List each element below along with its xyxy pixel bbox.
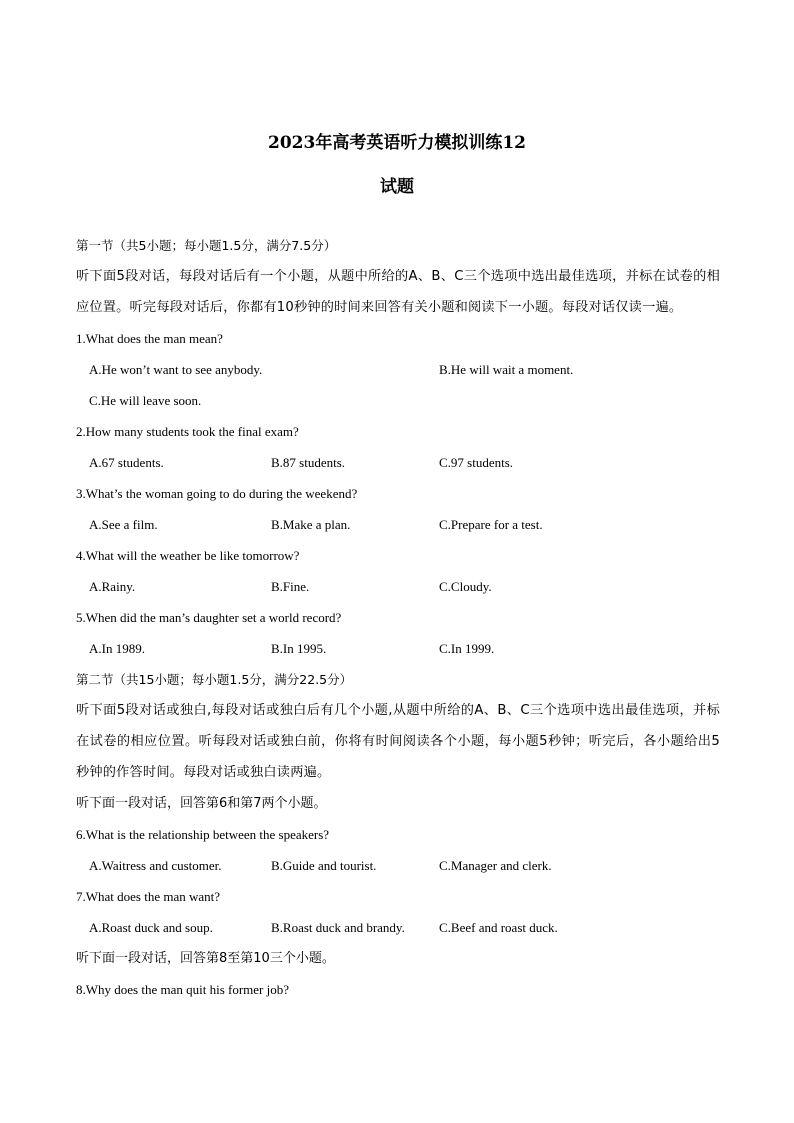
question-7-options (76, 918, 720, 949)
question-7-option-a: A.Roast duck and soup. (89, 920, 213, 935)
question-2-option-b: B.87 students. (271, 455, 346, 470)
question-2-options (76, 453, 720, 484)
question-6-option-c: C.Manager and clerk. (439, 858, 552, 873)
section-2-heading: 第二节（共15小题；每小题1.5分，满分22.5分） (76, 672, 353, 687)
question-6: 6.What is the relationship between the speakers? (76, 827, 330, 842)
question-4-option-a: A.Rainy. (89, 579, 136, 594)
question-7-option-c: C.Beef and roast duck. (439, 920, 558, 935)
question-2-option-a: A.67 students. (89, 455, 164, 470)
question-5-options (76, 639, 720, 670)
question-7: 7.What does the man want? (76, 889, 221, 904)
question-1-options-row2 (76, 391, 720, 422)
question-3-option-c: C.Prepare for a test. (439, 517, 543, 532)
question-1-option-a: A.He won’t want to see anybody. (89, 362, 263, 377)
page-subtitle: 试题 (380, 177, 414, 197)
exam-content (76, 236, 720, 1011)
section-2-instructions: 听下面5段对话或独白,每段对话或独白后有几个小题,从题中所给的A、B、C三个选项中选出最佳选项，并标在试卷的相应位置。听每段对话或独白前，你将有时间阅读各个小题，每小题5秒钟；听完后，各小题给出5秒钟的作答时间。每段对话或独白读两遍。 (76, 703, 720, 780)
question-7-option-b: B.Roast duck and brandy. (271, 920, 405, 935)
question-3-option-a: A.See a film. (89, 517, 158, 532)
section-1-instructions: 听下面5段对话，每段对话后有一个小题，从题中所给的A、B、C三个选项中选出最佳选项，并标在试卷的相应位置。听完每段对话后，你都有10秒钟的时间来回答有关小题和阅读下一小题。每段对话仅读一遍。 (76, 269, 720, 315)
question-1-options (76, 360, 720, 391)
question-4: 4.What will the weather be like tomorrow? (76, 548, 300, 563)
question-2: 2.How many students took the final exam? (76, 424, 299, 439)
question-3-options (76, 515, 720, 546)
question-2-option-c: C.97 students. (439, 455, 514, 470)
question-5: 5.When did the man’s daughter set a world record? (76, 610, 342, 625)
group-1-instruction: 听下面一段对话，回答第6和第7两个小题。 (76, 796, 327, 811)
question-5-option-a: A.In 1989. (89, 641, 145, 656)
question-1-option-c: C.He will leave soon. (89, 393, 202, 408)
question-3: 3.What’s the woman going to do during the weekend? (76, 486, 358, 501)
question-4-option-b: B.Fine. (271, 579, 310, 594)
group-2-instruction: 听下面一段对话，回答第8至第10三个小题。 (76, 951, 335, 966)
question-8: 8.Why does the man quit his former job? (76, 982, 290, 997)
page-title: 2023年高考英语听力模拟训练12 (268, 133, 526, 153)
question-4-option-c: C.Cloudy. (439, 579, 492, 594)
question-6-option-a: A.Waitress and customer. (89, 858, 222, 873)
question-6-options (76, 856, 720, 887)
question-1: 1.What does the man mean? (76, 331, 223, 346)
question-1-option-b: B.He will wait a moment. (439, 362, 574, 377)
question-4-options (76, 577, 720, 608)
section-1-heading: 第一节（共5小题；每小题1.5分，满分7.5分） (76, 238, 337, 253)
question-5-option-c: C.In 1999. (439, 641, 495, 656)
question-5-option-b: B.In 1995. (271, 641, 327, 656)
question-3-option-b: B.Make a plan. (271, 517, 351, 532)
question-6-option-b: B.Guide and tourist. (271, 858, 377, 873)
